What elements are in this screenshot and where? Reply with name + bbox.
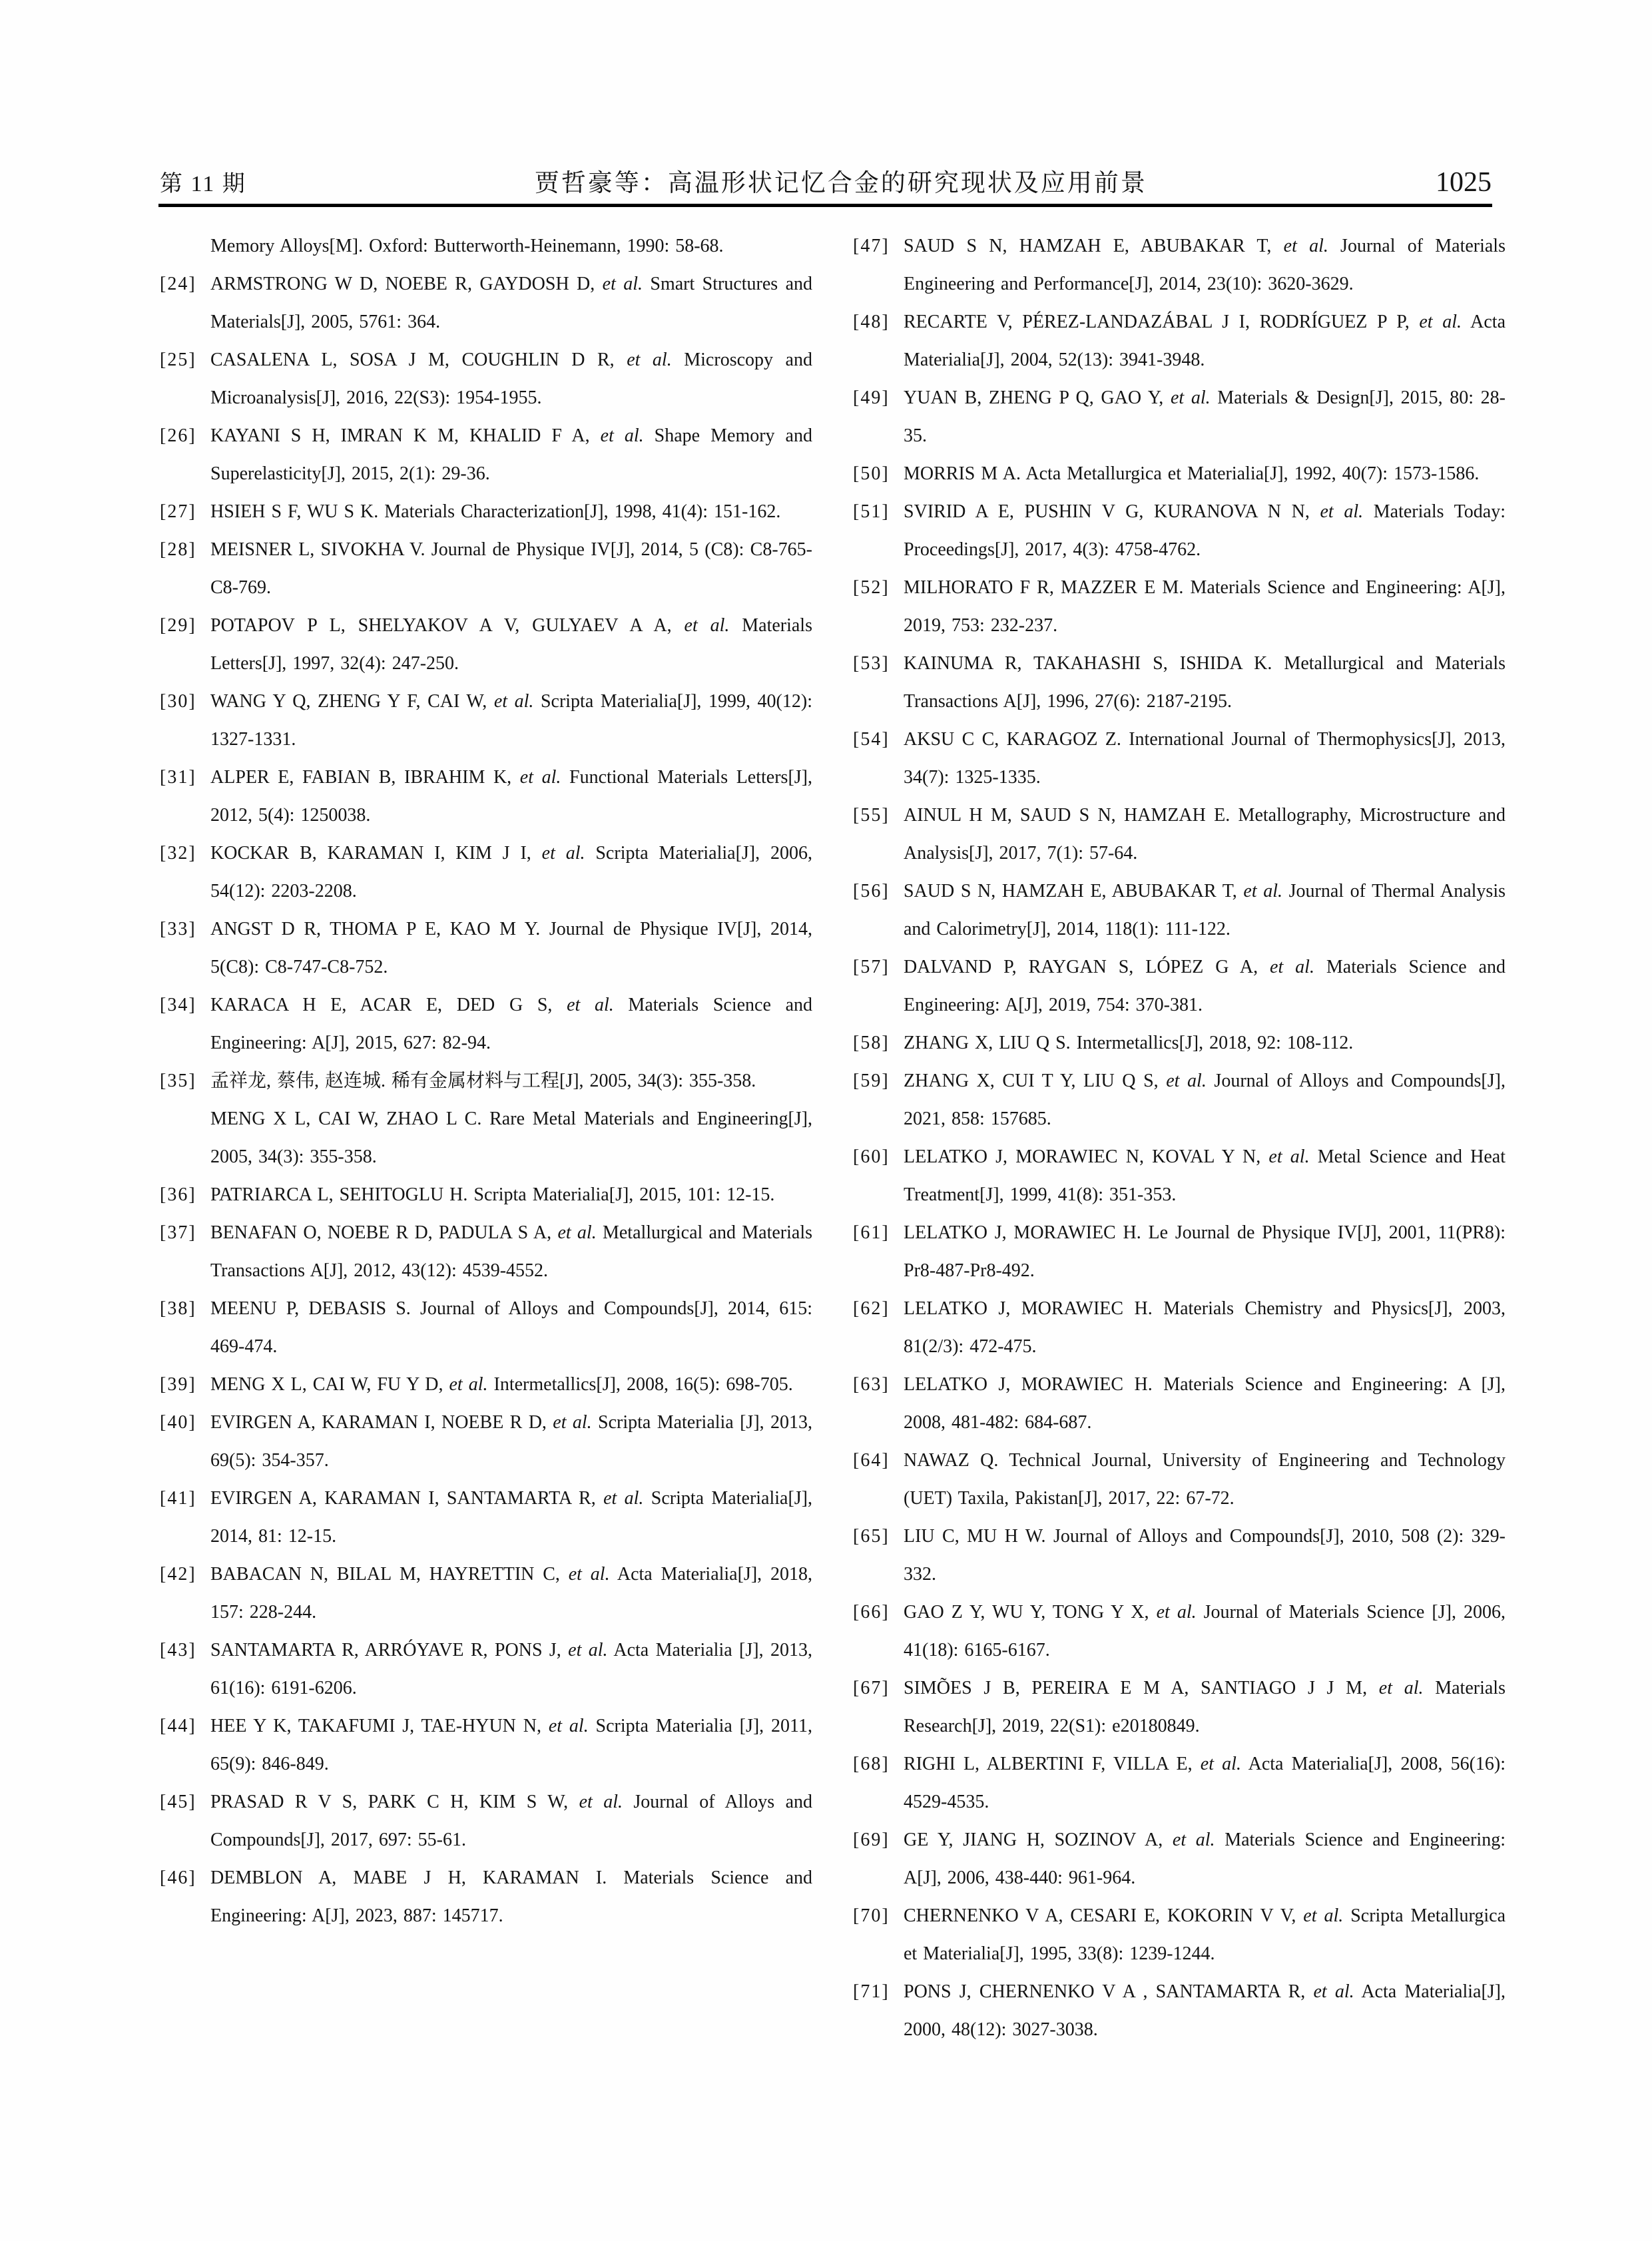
reference-number: [47]: [853, 236, 890, 256]
issue-label: 第 11 期: [160, 172, 246, 196]
et-al-italic: et al.: [627, 350, 672, 370]
reference-item: [160, 1859, 812, 1935]
reference-number: [65]: [853, 1526, 890, 1547]
reference-number: [26]: [160, 425, 196, 446]
et-al-italic: et al.: [684, 615, 730, 636]
reference-line: POTAPOV P L, SHELYAKOV A V, GULYAEV A A, et al. Materials Letters[J], 1997, 32(4): 247-250.: [210, 615, 812, 674]
et-al-italic: et al.: [548, 1716, 589, 1736]
reference-number: [60]: [853, 1146, 890, 1167]
reference-number: [42]: [160, 1564, 196, 1585]
reference-line: SAUD S N, HAMZAH E, ABUBAKAR T, et al. Journal of Thermal Analysis and Calorimetry[J], 2014, 118(1): 111-122.: [904, 881, 1506, 939]
reference-line: ALPER E, FABIAN B, IBRAHIM K, et al. Functional Materials Letters[J], 2012, 5(4): 1250038.: [210, 767, 812, 826]
reference-item: [853, 872, 1506, 948]
header-rule: [158, 204, 1492, 207]
et-al-italic: et al.: [579, 1792, 623, 1812]
reference-text: [904, 455, 1506, 493]
reference-line: LELATKO J, MORAWIEC N, KOVAL Y N, et al. Metal Science and Heat Treatment[J], 1999, 41(8): 351-353.: [904, 1146, 1506, 1205]
reference-item: [160, 986, 812, 1062]
et-al-italic: et al.: [567, 995, 614, 1015]
reference-number: [69]: [853, 1830, 890, 1850]
et-al-italic: et al.: [1243, 881, 1283, 901]
reference-text: [210, 1555, 812, 1631]
reference-text: [210, 1062, 812, 1176]
reference-number: [67]: [853, 1678, 890, 1698]
reference-text: [210, 682, 812, 758]
et-al-italic: et al.: [1320, 501, 1364, 522]
reference-number: [55]: [853, 805, 890, 826]
reference-text: [904, 720, 1506, 796]
reference-line: AINUL H M, SAUD S N, HAMZAH E. Metallography, Microstructure and Analysis[J], 2017, 7(1): 57-64.: [904, 805, 1506, 864]
reference-text: [904, 1593, 1506, 1669]
reference-text: [210, 341, 812, 417]
reference-text: [904, 493, 1506, 569]
reference-text: [210, 265, 812, 341]
reference-text: [210, 607, 812, 682]
page-number: 1025: [1436, 167, 1492, 198]
reference-number: [53]: [853, 653, 890, 674]
reference-item: [160, 1366, 812, 1403]
reference-line: KAYANI S H, IMRAN K M, KHALID F A, et al. Shape Memory and Superelasticity[J], 2015, 2(1): 29-36.: [210, 425, 812, 484]
reference-item: [160, 1783, 812, 1859]
et-al-italic: et al.: [1303, 1905, 1344, 1926]
reference-number: [33]: [160, 919, 196, 939]
reference-line: SIMÕES J B, PEREIRA E M A, SANTIAGO J J M, et al. Materials Research[J], 2019, 22(S1): e20180849.: [904, 1678, 1506, 1736]
reference-line: EVIRGEN A, KARAMAN I, NOEBE R D, et al. Scripta Materialia [J], 2013, 69(5): 354-357.: [210, 1412, 813, 1471]
reference-number: [39]: [160, 1374, 196, 1395]
reference-line: BENAFAN O, NOEBE R D, PADULA S A, et al. Metallurgical and Materials Transactions A[J], 2012, 43(12): 4539-4552.: [210, 1222, 812, 1281]
reference-line: EVIRGEN A, KARAMAN I, SANTAMARTA R, et al. Scripta Materialia[J], 2014, 81: 12-15.: [210, 1488, 813, 1547]
et-al-italic: et al.: [1270, 957, 1314, 977]
reference-text: [904, 1517, 1506, 1593]
et-al-italic: et al.: [600, 425, 644, 446]
reference-text: [904, 1290, 1506, 1366]
et-al-italic: et al.: [1200, 1754, 1241, 1774]
reference-text: [904, 948, 1506, 1024]
reference-number: [160, 227, 210, 265]
reference-item: [160, 1479, 812, 1555]
reference-text: [904, 1138, 1506, 1214]
reference-item: [160, 1062, 812, 1176]
reference-item: [853, 569, 1506, 644]
reference-item: [853, 644, 1506, 720]
reference-item: [853, 1024, 1506, 1062]
reference-line: DALVAND P, RAYGAN S, LÓPEZ G A, et al. Materials Science and Engineering: A[J], 2019, 754: 370-381.: [904, 957, 1506, 1015]
reference-line: PATRIARCA L, SEHITOGLU H. Scripta Materialia[J], 2015, 101: 12-15.: [210, 1184, 775, 1205]
references-column-right: [853, 227, 1506, 2049]
reference-line: PONS J, CHERNENKO V A , SANTAMARTA R, et al. Acta Materialia[J], 2000, 48(12): 3027-3038.: [904, 1981, 1506, 2040]
reference-item: [160, 910, 812, 986]
reference-number: [27]: [160, 501, 196, 522]
reference-text: [904, 303, 1506, 379]
reference-number: [45]: [160, 1792, 196, 1812]
et-al-italic: et al.: [1419, 312, 1462, 332]
reference-item: [853, 493, 1506, 569]
reference-text: [904, 1973, 1506, 2049]
reference-item: [160, 417, 812, 493]
reference-number: [29]: [160, 615, 196, 636]
reference-line: CHERNENKO V A, CESARI E, KOKORIN V V, et al. Scripta Metallurgica et Materialia[J], 1995, 33(8): 1239-1244.: [904, 1905, 1506, 1964]
reference-number: [37]: [160, 1222, 196, 1243]
reference-number: [57]: [853, 957, 890, 977]
reference-number: [30]: [160, 691, 196, 712]
reference-text: [210, 531, 812, 607]
reference-text: [904, 1745, 1506, 1821]
reference-text: [210, 1366, 812, 1403]
reference-number: [63]: [853, 1374, 890, 1395]
references-column-left: [160, 227, 812, 2049]
reference-number: [35]: [160, 1071, 196, 1091]
reference-item: [160, 1707, 812, 1783]
reference-line: MENG X L, CAI W, FU Y D, et al. Intermetallics[J], 2008, 16(5): 698-705.: [210, 1374, 793, 1395]
reference-line: MENG X L, CAI W, ZHAO L C. Rare Metal Materials and Engineering[J], 2005, 34(3): 355-358.: [210, 1109, 812, 1167]
reference-text: [210, 1783, 812, 1859]
reference-text: [210, 417, 812, 493]
reference-text: [904, 872, 1506, 948]
reference-line: ZHANG X, LIU Q S. Intermetallics[J], 2018, 92: 108-112.: [904, 1033, 1354, 1053]
reference-item: [160, 607, 812, 682]
reference-line: BABACAN N, BILAL M, HAYRETTIN C, et al. Acta Materialia[J], 2018, 157: 228-244.: [210, 1564, 812, 1622]
et-al-italic: et al.: [1268, 1146, 1310, 1167]
reference-number: [62]: [853, 1298, 890, 1319]
reference-item: [160, 1214, 812, 1290]
et-al-italic: et al.: [449, 1374, 488, 1395]
reference-line: LIU C, MU H W. Journal of Alloys and Compounds[J], 2010, 508 (2): 329-332.: [904, 1526, 1506, 1585]
reference-number: [51]: [853, 501, 890, 522]
reference-item: [160, 493, 812, 531]
references-section: [160, 227, 1506, 2049]
reference-text: [210, 1290, 812, 1366]
reference-item: [853, 1214, 1506, 1290]
reference-line: KAINUMA R, TAKAHASHI S, ISHIDA K. Metallurgical and Materials Transactions A[J], 1996, 27(6): 2187-2195.: [904, 653, 1506, 712]
reference-item: [160, 834, 812, 910]
reference-line: LELATKO J, MORAWIEC H. Le Journal de Physique IV[J], 2001, 11(PR8): Pr8-487-Pr8-492.: [904, 1222, 1506, 1281]
reference-number: [48]: [853, 312, 890, 332]
reference-line: HEE Y K, TAKAFUMI J, TAE-HYUN N, et al. Scripta Materialia [J], 2011, 65(9): 846-849.: [210, 1716, 813, 1774]
reference-number: [61]: [853, 1222, 890, 1243]
reference-number: [25]: [160, 350, 196, 370]
reference-number: [64]: [853, 1450, 890, 1471]
reference-text: [904, 1897, 1506, 1973]
reference-line: ANGST D R, THOMA P E, KAO M Y. Journal de Physique IV[J], 2014, 5(C8): C8-747-C8-752.: [210, 919, 812, 977]
reference-item: [160, 227, 812, 265]
reference-item: [853, 1138, 1506, 1214]
reference-item: [853, 303, 1506, 379]
reference-number: [31]: [160, 767, 196, 788]
reference-item: [853, 720, 1506, 796]
reference-item: [853, 1441, 1506, 1517]
reference-item: [853, 1745, 1506, 1821]
reference-number: [32]: [160, 843, 196, 864]
reference-line: MEENU P, DEBASIS S. Journal of Alloys and Compounds[J], 2014, 615: 469-474.: [210, 1298, 812, 1357]
reference-line: YUAN B, ZHENG P Q, GAO Y, et al. Materials & Design[J], 2015, 80: 28-35.: [904, 387, 1506, 446]
reference-line: RIGHI L, ALBERTINI F, VILLA E, et al. Acta Materialia[J], 2008, 56(16): 4529-4535.: [904, 1754, 1506, 1812]
reference-line: LELATKO J, MORAWIEC H. Materials Chemistry and Physics[J], 2003, 81(2/3): 472-475.: [904, 1298, 1506, 1357]
reference-text: [210, 1707, 812, 1783]
reference-text: [904, 1821, 1506, 1897]
reference-number: [43]: [160, 1640, 196, 1660]
reference-item: [853, 1593, 1506, 1669]
reference-item: [853, 227, 1506, 303]
reference-line: NAWAZ Q. Technical Journal, University of Engineering and Technology (UET) Taxila, Pakistan[J], 2017, 22: 67-72.: [904, 1450, 1506, 1509]
reference-item: [853, 1821, 1506, 1897]
reference-text: [210, 1479, 812, 1555]
reference-item: [160, 1631, 812, 1707]
et-al-italic: et al.: [541, 843, 585, 864]
reference-number: [56]: [853, 881, 890, 901]
reference-line: WANG Y Q, ZHENG Y F, CAI W, et al. Scripta Materialia[J], 1999, 40(12): 1327-1331.: [210, 691, 812, 750]
reference-item: [853, 1517, 1506, 1593]
reference-text: [210, 1859, 812, 1935]
reference-text: [904, 1062, 1506, 1138]
reference-number: [52]: [853, 577, 890, 598]
reference-line: PRASAD R V S, PARK C H, KIM S W, et al. Journal of Alloys and Compounds[J], 2017, 697: 55-61.: [210, 1792, 812, 1850]
reference-line: GE Y, JIANG H, SOZINOV A, et al. Materials Science and Engineering: A[J], 2006, 438-440: 961-964.: [904, 1830, 1506, 1888]
et-al-italic: et al.: [1166, 1071, 1207, 1091]
reference-text: [210, 1403, 812, 1479]
reference-number: [34]: [160, 995, 196, 1015]
reference-item: [160, 1176, 812, 1214]
reference-line: MILHORATO F R, MAZZER E M. Materials Science and Engineering: A[J], 2019, 753: 232-237.: [904, 577, 1506, 636]
reference-line: 孟祥龙, 蔡伟, 赵连城. 稀有金属材料与工程[J], 2005, 34(3): 355-358.: [210, 1071, 756, 1091]
et-al-italic: et al.: [557, 1222, 597, 1243]
reference-text: [210, 910, 812, 986]
reference-line: SVIRID A E, PUSHIN V G, KURANOVA N N, et al. Materials Today: Proceedings[J], 2017, 4(3): 4758-4762.: [904, 501, 1506, 560]
reference-number: [59]: [853, 1071, 890, 1091]
reference-number: [41]: [160, 1488, 196, 1509]
reference-line: HSIEH S F, WU S K. Materials Characterization[J], 1998, 41(4): 151-162.: [210, 501, 781, 522]
reference-text: [210, 493, 812, 531]
reference-item: [853, 1897, 1506, 1973]
reference-text: [210, 227, 812, 265]
reference-item: [853, 455, 1506, 493]
reference-line: LELATKO J, MORAWIEC H. Materials Science and Engineering: A [J], 2008, 481-482: 684-687.: [904, 1374, 1506, 1433]
et-al-italic: et al.: [1172, 1830, 1215, 1850]
reference-line: GAO Z Y, WU Y, TONG Y X, et al. Journal of Materials Science [J], 2006, 41(18): 6165-6167.: [904, 1602, 1506, 1660]
et-al-italic: et al.: [1378, 1678, 1424, 1698]
reference-line: KOCKAR B, KARAMAN I, KIM J I, et al. Scripta Materialia[J], 2006, 54(12): 2203-2208.: [210, 843, 812, 901]
reference-text: [210, 758, 812, 834]
reference-number: [38]: [160, 1298, 196, 1319]
reference-item: [160, 758, 812, 834]
reference-item: [160, 265, 812, 341]
reference-number: [54]: [853, 729, 890, 750]
reference-text: [904, 1441, 1506, 1517]
reference-line: SANTAMARTA R, ARRÓYAVE R, PONS J, et al. Acta Materialia [J], 2013, 61(16): 6191-6206.: [210, 1640, 812, 1698]
reference-text: [904, 1366, 1506, 1441]
reference-item: [853, 948, 1506, 1024]
reference-text: [210, 986, 812, 1062]
reference-line: RECARTE V, PÉREZ-LANDAZÁBAL J I, RODRÍGUEZ P P, et al. Acta Materialia[J], 2004, 52(13): 3941-3948.: [904, 312, 1506, 370]
et-al-italic: et al.: [1156, 1602, 1197, 1622]
reference-line: CASALENA L, SOSA J M, COUGHLIN D R, et al. Microscopy and Microanalysis[J], 2016, 22(S3): 1954-1955.: [210, 350, 812, 408]
reference-line: DEMBLON A, MABE J H, KARAMAN I. Materials Science and Engineering: A[J], 2023, 887: 145717.: [210, 1868, 812, 1926]
reference-item: [160, 1555, 812, 1631]
et-al-italic: et al.: [602, 274, 643, 294]
reference-line: ARMSTRONG W D, NOEBE R, GAYDOSH D, et al. Smart Structures and Materials[J], 2005, 5761: 364.: [210, 274, 812, 332]
et-al-italic: et al.: [493, 691, 534, 712]
reference-line: MORRIS M A. Acta Metallurgica et Materialia[J], 1992, 40(7): 1573-1586.: [904, 463, 1480, 484]
reference-text: [904, 1214, 1506, 1290]
reference-line: KARACA H E, ACAR E, DED G S, et al. Materials Science and Engineering: A[J], 2015, 627: 82-94.: [210, 995, 812, 1053]
et-al-italic: et al.: [603, 1488, 644, 1509]
reference-number: [70]: [853, 1905, 890, 1926]
reference-item: [160, 341, 812, 417]
reference-line: AKSU C C, KARAGOZ Z. International Journal of Thermophysics[J], 2013, 34(7): 1325-1335.: [904, 729, 1506, 788]
reference-item: [160, 682, 812, 758]
reference-number: [24]: [160, 274, 196, 294]
reference-text: [210, 1631, 812, 1707]
et-al-italic: et al.: [519, 767, 561, 788]
reference-number: [66]: [853, 1602, 890, 1622]
reference-line: SAUD S N, HAMZAH E, ABUBAKAR T, et al. Journal of Materials Engineering and Performance[J], 2014, 23(10): 3620-3629.: [904, 236, 1506, 294]
reference-text: [210, 1176, 812, 1214]
reference-item: [853, 1062, 1506, 1138]
reference-item: [853, 1366, 1506, 1441]
reference-item: [853, 796, 1506, 872]
reference-item: [853, 1973, 1506, 2049]
reference-number: [40]: [160, 1412, 196, 1433]
reference-text: [904, 644, 1506, 720]
reference-number: [28]: [160, 539, 196, 560]
reference-text: [210, 834, 812, 910]
reference-item: [853, 1290, 1506, 1366]
reference-number: [50]: [853, 463, 890, 484]
reference-item: [853, 1669, 1506, 1745]
running-title: 贾哲豪等：高温形状记忆合金的研究现状及应用前景: [534, 170, 1147, 197]
reference-line: Memory Alloys[M]. Oxford: Butterworth-Heinemann, 1990: 58-68.: [210, 236, 724, 256]
et-al-italic: et al.: [1170, 387, 1211, 408]
reference-number: [58]: [853, 1033, 890, 1053]
reference-text: [210, 1214, 812, 1290]
reference-line: MEISNER L, SIVOKHA V. Journal de Physique IV[J], 2014, 5 (C8): C8-765-C8-769.: [210, 539, 812, 598]
reference-text: [904, 569, 1506, 644]
reference-number: [44]: [160, 1716, 196, 1736]
et-al-italic: et al.: [1313, 1981, 1354, 2002]
et-al-italic: et al.: [568, 1640, 608, 1660]
reference-item: [853, 379, 1506, 455]
reference-text: [904, 1669, 1506, 1745]
et-al-italic: et al.: [553, 1412, 592, 1433]
reference-number: [68]: [853, 1754, 890, 1774]
reference-item: [160, 1403, 812, 1479]
et-al-italic: et al.: [568, 1564, 610, 1585]
et-al-italic: et al.: [1283, 236, 1328, 256]
reference-number: [46]: [160, 1868, 196, 1888]
reference-text: [904, 796, 1506, 872]
reference-text: [904, 1024, 1506, 1062]
reference-number: [49]: [853, 387, 890, 408]
reference-number: [36]: [160, 1184, 196, 1205]
page-header: [160, 162, 1492, 198]
reference-line: ZHANG X, CUI T Y, LIU Q S, et al. Journal of Alloys and Compounds[J], 2021, 858: 157685.: [904, 1071, 1506, 1129]
reference-text: [904, 227, 1506, 303]
reference-item: [160, 1290, 812, 1366]
reference-number: [71]: [853, 1981, 890, 2002]
reference-item: [160, 531, 812, 607]
reference-text: [904, 379, 1506, 455]
